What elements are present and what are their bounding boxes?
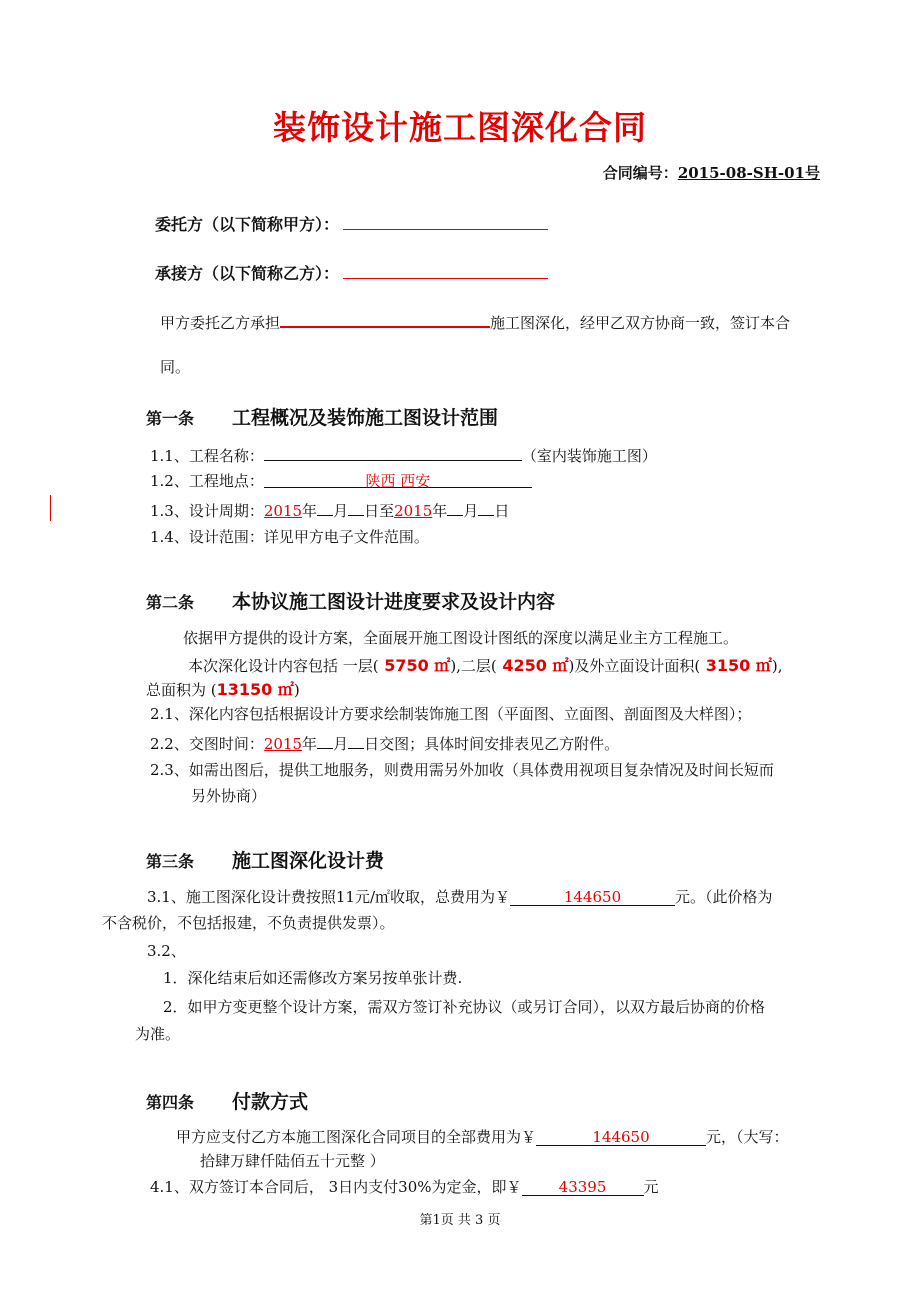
delivery-year: 2015 — [263, 735, 303, 753]
floor-1-area: 5750 ㎡ — [378, 656, 451, 675]
section-2-para-1: 依据甲方提供的设计方案，全面展开施工图设计图纸的深度以满足业主方工程施工。 — [183, 629, 739, 647]
intro-text-b: 施工图深化，经甲乙双方协商一致，签订本合 — [490, 314, 791, 332]
item-1-1-note: （室内装饰施工图） — [521, 447, 657, 465]
contract-number-label: 合同编号： — [602, 164, 678, 182]
item-1-1 — [150, 443, 657, 466]
p2-text-a: 本次深化设计内容包括 一层( — [188, 657, 379, 675]
delivery-day-blank[interactable] — [348, 731, 364, 749]
day-label: 日 — [494, 502, 510, 520]
item-3-2: 3.2、 — [147, 942, 186, 960]
item-4-1-text: 4.1、双方签订本合同后， 3日内支付30%为定金，即￥ — [150, 1178, 522, 1196]
section-2-number: 第二条 — [146, 593, 195, 612]
end-year: 2015 — [394, 502, 433, 520]
item-2-2-rest: 日交图；具体时间安排表见乙方附件。 — [364, 735, 620, 753]
intro-line — [160, 309, 790, 333]
total-fee-value: 144650 — [536, 1128, 706, 1146]
item-2-2 — [150, 731, 619, 754]
item-3-1-text: 3.1、施工图深化设计费按照11元/㎡收取，总费用为￥ — [147, 888, 510, 906]
month-label: 月 — [333, 502, 349, 520]
section-4-para-unit: 元，（大写： — [706, 1128, 789, 1146]
document-title: 装饰设计施工图深化合同 — [273, 108, 647, 147]
section-3-title: 施工图深化设计费 — [232, 850, 385, 872]
section-1-title: 工程概况及装饰施工图设计范围 — [232, 407, 499, 429]
section-4-title: 付款方式 — [232, 1091, 309, 1113]
item-3-1-cont: 不含税价，不包括报建，不负责提供发票）。 — [102, 914, 395, 932]
section-4-heading — [146, 1087, 308, 1114]
project-name-blank[interactable] — [264, 443, 522, 461]
section-2-title: 本协议施工图设计进度要求及设计内容 — [232, 591, 556, 613]
delivery-month-label: 月 — [333, 735, 349, 753]
p2-text-b: ),二层( — [450, 657, 497, 675]
item-3-1 — [147, 886, 773, 907]
end-month-blank[interactable] — [447, 498, 463, 516]
section-4-para — [176, 1126, 789, 1147]
section-2-para-2 — [188, 653, 783, 676]
item-2-3-cont: 另外协商） — [191, 787, 267, 805]
section-1-heading — [146, 403, 498, 430]
party-b-blank[interactable] — [343, 262, 548, 279]
section-2-total — [146, 677, 300, 700]
design-fee-value: 144650 — [510, 888, 675, 906]
section-1-number: 第一条 — [146, 409, 195, 428]
section-4-number: 第四条 — [146, 1093, 195, 1112]
deposit-value: 43395 — [522, 1178, 644, 1196]
p2-text-c: )及外立面设计面积( — [568, 657, 701, 675]
note-2-cont: 为准。 — [135, 1025, 181, 1043]
page-footer: 第1页 共 3 页 — [419, 1213, 501, 1228]
section-3-number: 第三条 — [146, 852, 195, 871]
facade-area: 3150 ㎡ — [700, 656, 772, 675]
end-day-blank[interactable] — [478, 498, 494, 516]
year-label-2: 年 — [432, 502, 448, 520]
contract-number — [603, 162, 820, 183]
intro-text-a: 甲方委托乙方承担 — [160, 314, 281, 332]
item-1-2-label: 1.2、工程地点： — [150, 472, 264, 490]
item-1-1-label: 1.1、工程名称： — [150, 447, 264, 465]
floor-2-area: 4250 ㎡ — [496, 656, 569, 675]
item-3-1-unit: 元。（此价格为 — [675, 888, 773, 906]
project-location-value: 陕西 西安 — [264, 470, 532, 488]
party-a-row — [155, 212, 548, 235]
amount-in-words: 拾肆万肆仟陆佰五十元整 ） — [200, 1152, 385, 1170]
item-2-2-label: 2.2、交图时间： — [150, 735, 264, 753]
party-a-label: 委托方（以下简称甲方）： — [155, 215, 340, 234]
month-label-2: 月 — [463, 502, 479, 520]
intro-line-end: 同。 — [160, 358, 191, 376]
item-1-3 — [150, 498, 509, 521]
section-4-para-text: 甲方应支付乙方本施工图深化合同项目的全部费用为￥ — [176, 1128, 537, 1146]
party-b-row — [155, 261, 548, 284]
start-day-blank[interactable] — [348, 498, 364, 516]
section-2-heading — [146, 587, 555, 614]
delivery-month-blank[interactable] — [317, 731, 333, 749]
intro-project-blank[interactable] — [280, 309, 490, 328]
contract-number-value: 2015-08-SH-01号 — [677, 164, 820, 182]
party-a-blank[interactable] — [343, 213, 548, 230]
year-label: 年 — [302, 502, 318, 520]
item-2-1: 2.1、深化内容包括根据设计方要求绘制装饰施工图（平面图、立面图、剖面图及大样图）； — [150, 705, 752, 723]
total-close: ) — [293, 681, 300, 699]
note-2: 2．如甲方变更整个设计方案，需双方签订补充协议（或另订合同），以双方最后协商的价格 — [163, 998, 766, 1016]
item-2-3: 2.3、如需出图后，提供工地服务，则费用需另外加收（具体费用视项目复杂情况及时间长短而 — [150, 761, 774, 779]
start-year: 2015 — [263, 502, 303, 520]
total-label: 总面积为 ( — [146, 681, 217, 699]
item-1-3-label: 1.3、设计周期： — [150, 502, 264, 520]
item-4-1 — [150, 1176, 659, 1197]
text-cursor — [50, 495, 51, 521]
note-1: 1．深化结束后如还需修改方案另按单张计费. — [163, 969, 463, 987]
start-month-blank[interactable] — [317, 498, 333, 516]
delivery-year-label: 年 — [302, 735, 318, 753]
total-area: 13150 ㎡ — [216, 680, 294, 699]
p2-text-d: ), — [771, 657, 783, 675]
item-1-4: 1.4、设计范围：详见甲方电子文件范围。 — [150, 528, 429, 546]
party-b-label: 承接方（以下简称乙方）： — [155, 264, 340, 283]
item-1-2 — [150, 470, 532, 491]
day-to-label: 日至 — [364, 502, 395, 520]
section-3-heading — [146, 846, 384, 873]
item-4-1-unit: 元 — [643, 1178, 659, 1196]
